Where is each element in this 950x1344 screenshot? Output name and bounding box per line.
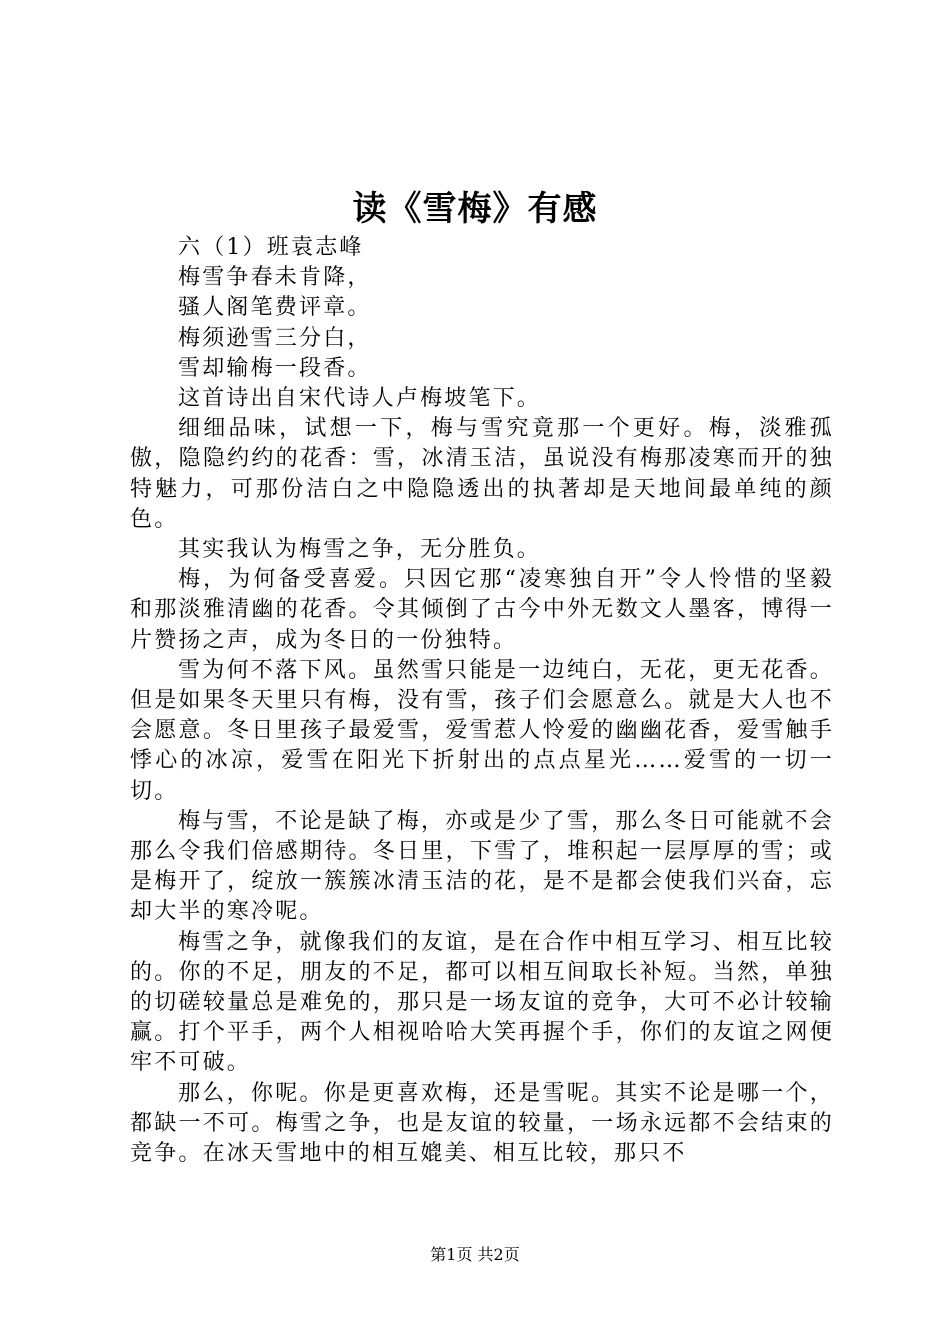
paragraph: 那么，你呢。你是更喜欢梅，还是雪呢。其实不论是哪一个，都缺一不可。梅雪之争，也是友谊的较量，一场永远都不会结束的竞争。在冰天雪地中的相互媲美、相互比较，那只不 — [130, 1080, 834, 1167]
paragraph: 梅，为何备受喜爱。只因它那“凌寒独自开”令人怜惜的坚毅和那淡雅清幽的花香。令其倾倒了古今中外无数文人墨客，博得一片赞扬之声，成为冬日的一份独特。 — [130, 567, 834, 653]
paragraph: 细细品味，试想一下，梅与雪究竟那一个更好。梅，淡雅孤傲，隐隐约约的花香：雪，冰清玉洁，虽说没有梅那凌寒而开的独特魅力，可那份洁白之中隐隐透出的执著却是天地间最单纯的颜色。 — [130, 416, 834, 532]
poem-line: 梅雪争春未肯降， — [178, 265, 372, 291]
poem-line: 梅须逊雪三分白， — [178, 325, 372, 351]
page-number: 第1页 共2页 — [430, 1245, 520, 1264]
paragraph: 雪为何不落下风。虽然雪只能是一边纯白，无花，更无花香。但是如果冬天里只有梅，没有雪，孩子们会愿意么。就是大人也不会愿意。冬日里孩子最爱雪，爱雪惹人怜爱的幽幽花香，爱雪触手悸心的冰凉，爱雪在阳光下折射出的点点星光……爱雪的一切一切。 — [130, 657, 834, 804]
document-body — [130, 233, 834, 1169]
paragraph: 梅雪之争，就像我们的友谊，是在合作中相互学习、相互比较的。你的不足，朋友的不足，都可以相互间取长补短。当然，单独的切磋较量总是难免的，那只是一场友谊的竞争，大可不必计较输赢。打个平手，两个人相视哈哈大笑再握个手，你们的友谊之网便牢不可破。 — [130, 929, 834, 1076]
paragraph: 梅与雪，不论是缺了梅，亦或是少了雪，那么冬日可能就不会那么令我们倍感期待。冬日里，下雪了，堆积起一层厚厚的雪；或是梅开了，绽放一簇簇冰清玉洁的花，是不是都会使我们兴奋，忘却大半的寒冷呢。 — [130, 808, 834, 925]
document-title: 读《雪梅》有感 — [352, 189, 598, 229]
poem-line: 雪却输梅一段香。 — [178, 355, 372, 381]
author-line: 六（1）班袁志峰 — [178, 235, 364, 260]
paragraph: 这首诗出自宋代诗人卢梅坡笔下。 — [178, 386, 542, 412]
poem-line: 骚人阁笔费评章。 — [178, 295, 372, 321]
paragraph: 其实我认为梅雪之争，无分胜负。 — [178, 537, 542, 563]
